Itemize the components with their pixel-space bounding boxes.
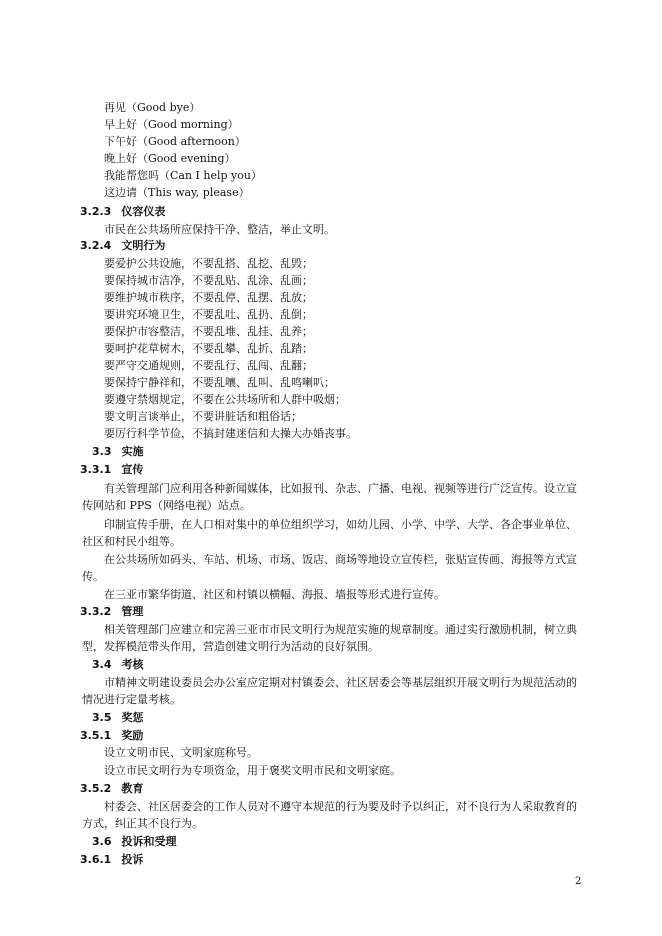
section-number: 3.6: [92, 835, 112, 848]
section-heading-3-3-2: [80, 604, 143, 620]
section-title: 教育: [121, 782, 144, 795]
section-heading-3-3-1: [80, 462, 143, 478]
section-title: 投诉: [121, 853, 144, 866]
list-item: 要保持城市洁净，不要乱贴、乱涂、乱画；: [104, 274, 313, 287]
list-item: 要厉行科学节俭，不搞封建迷信和大操大办婚丧事。: [104, 427, 357, 440]
section-title: 仪容仪表: [121, 205, 166, 218]
section-number: 3.5.2: [80, 782, 112, 795]
section-number: 3.3: [92, 445, 112, 458]
paragraph-line: 方式，纠正其不良行为。: [82, 817, 203, 830]
paragraph-line: 传。: [82, 570, 104, 583]
section-title: 奖励: [121, 729, 144, 742]
list-item: 要遵守禁烟规定，不要在公共场所和人群中吸烟；: [104, 393, 346, 406]
section-heading-3-3: [92, 444, 144, 460]
greeting-line: 早上好（Good morning）: [104, 118, 239, 131]
paragraph-line: 传网站和 PPS（网络电视）站点。: [82, 499, 251, 512]
section-number: 3.2.3: [80, 205, 112, 218]
section-heading-3-5-2: [80, 781, 143, 797]
paragraph-line: 型，发挥模范带头作用，营造创建文明行为活动的良好氛围。: [82, 640, 379, 653]
paragraph-line: 在三亚市繁华街道、社区和村镇以横幅、海报、墙报等形式进行宣传。: [104, 588, 445, 601]
section-title: 奖惩: [121, 711, 144, 724]
list-item: 要保护市容整洁，不要乱堆、乱挂、乱养；: [104, 325, 313, 338]
paragraph-line: 市精神文明建设委员会办公室应定期对村镇委会、社区居委会等基层组织开展文明行为规范活动的: [104, 676, 577, 689]
paragraph-line: 印制宣传手册，在人口相对集中的单位组织学习，如幼儿园、小学、中学、大学、各企事业单位、: [104, 518, 577, 531]
paragraph-line: 村委会、社区居委会的工作人员对不遵守本规范的行为要及时予以纠正，对不良行为人采取教育的: [104, 800, 577, 813]
paragraph-line: 在公共场所如码头、车站、机场、市场、饭店、商场等地设立宣传栏，张贴宣传画、海报等方式宣: [104, 553, 577, 566]
section-title: 考核: [121, 658, 144, 671]
section-heading-3-6: [92, 834, 177, 850]
list-item: 要文明言谈举止，不要讲脏话和粗俗话；: [104, 410, 302, 423]
section-heading-3-6-1: [80, 852, 143, 868]
list-item: 要严守交通规则，不要乱行、乱闯、乱翻；: [104, 359, 313, 372]
greeting-line: 下午好（Good afternoon）: [104, 135, 246, 148]
list-item: 要爱护公共设施，不要乱搭、乱挖、乱毁；: [104, 257, 313, 270]
paragraph-line: 有关管理部门应利用各种新闻媒体，比如报刊、杂志、广播、电视、视频等进行广泛宣传。设立宣: [104, 482, 577, 495]
paragraph-line: 设立文明市民、文明家庭称号。: [104, 746, 258, 759]
list-item: 要保持宁静祥和，不要乱嚷、乱叫、乱鸣喇叭；: [104, 376, 335, 389]
section-number: 3.2.4: [80, 239, 112, 252]
list-item: 要维护城市秩序，不要乱停、乱摆、乱放；: [104, 291, 313, 304]
section-number: 3.3.2: [80, 605, 112, 618]
section-title: 实施: [121, 445, 144, 458]
section-heading-3-4: [92, 657, 144, 673]
section-number: 3.3.1: [80, 463, 112, 476]
section-title: 管理: [121, 605, 144, 618]
greeting-line: 这边请（This way, please）: [104, 186, 250, 199]
list-item: 要呵护花草树木，不要乱攀、乱折、乱踏；: [104, 342, 313, 355]
paragraph-line: 相关管理部门应建立和完善三亚市市民文明行为规范实施的规章制度。通过实行激励机制，树立典: [104, 623, 577, 636]
section-heading-3-5-1: [80, 728, 143, 744]
section-title: 投诉和受理: [121, 835, 177, 848]
greeting-line: 我能帮您吗（Can I help you）: [104, 169, 262, 182]
section-title: 文明行为: [121, 239, 166, 252]
section-heading-3-2-3: [80, 204, 165, 220]
section-heading-3-5: [92, 710, 144, 726]
paragraph-line: 市民在公共场所应保持干净、整洁，举止文明。: [104, 223, 335, 236]
list-item: 要讲究环境卫生，不要乱吐、乱扔、乱倒；: [104, 308, 313, 321]
section-title: 宣传: [121, 463, 144, 476]
page-number: 2: [575, 876, 582, 887]
section-number: 3.5.1: [80, 729, 112, 742]
section-heading-3-2-4: [80, 238, 165, 254]
section-number: 3.6.1: [80, 853, 112, 866]
section-number: 3.4: [92, 658, 112, 671]
greeting-line: 再见（Good bye）: [104, 101, 201, 114]
paragraph-line: 情况进行定量考核。: [82, 693, 181, 706]
section-number: 3.5: [92, 711, 112, 724]
paragraph-line: 设立市民文明行为专项资金，用于褒奖文明市民和文明家庭。: [104, 764, 401, 777]
greeting-line: 晚上好（Good evening）: [104, 152, 236, 165]
paragraph-line: 社区和村民小组等。: [82, 535, 181, 548]
